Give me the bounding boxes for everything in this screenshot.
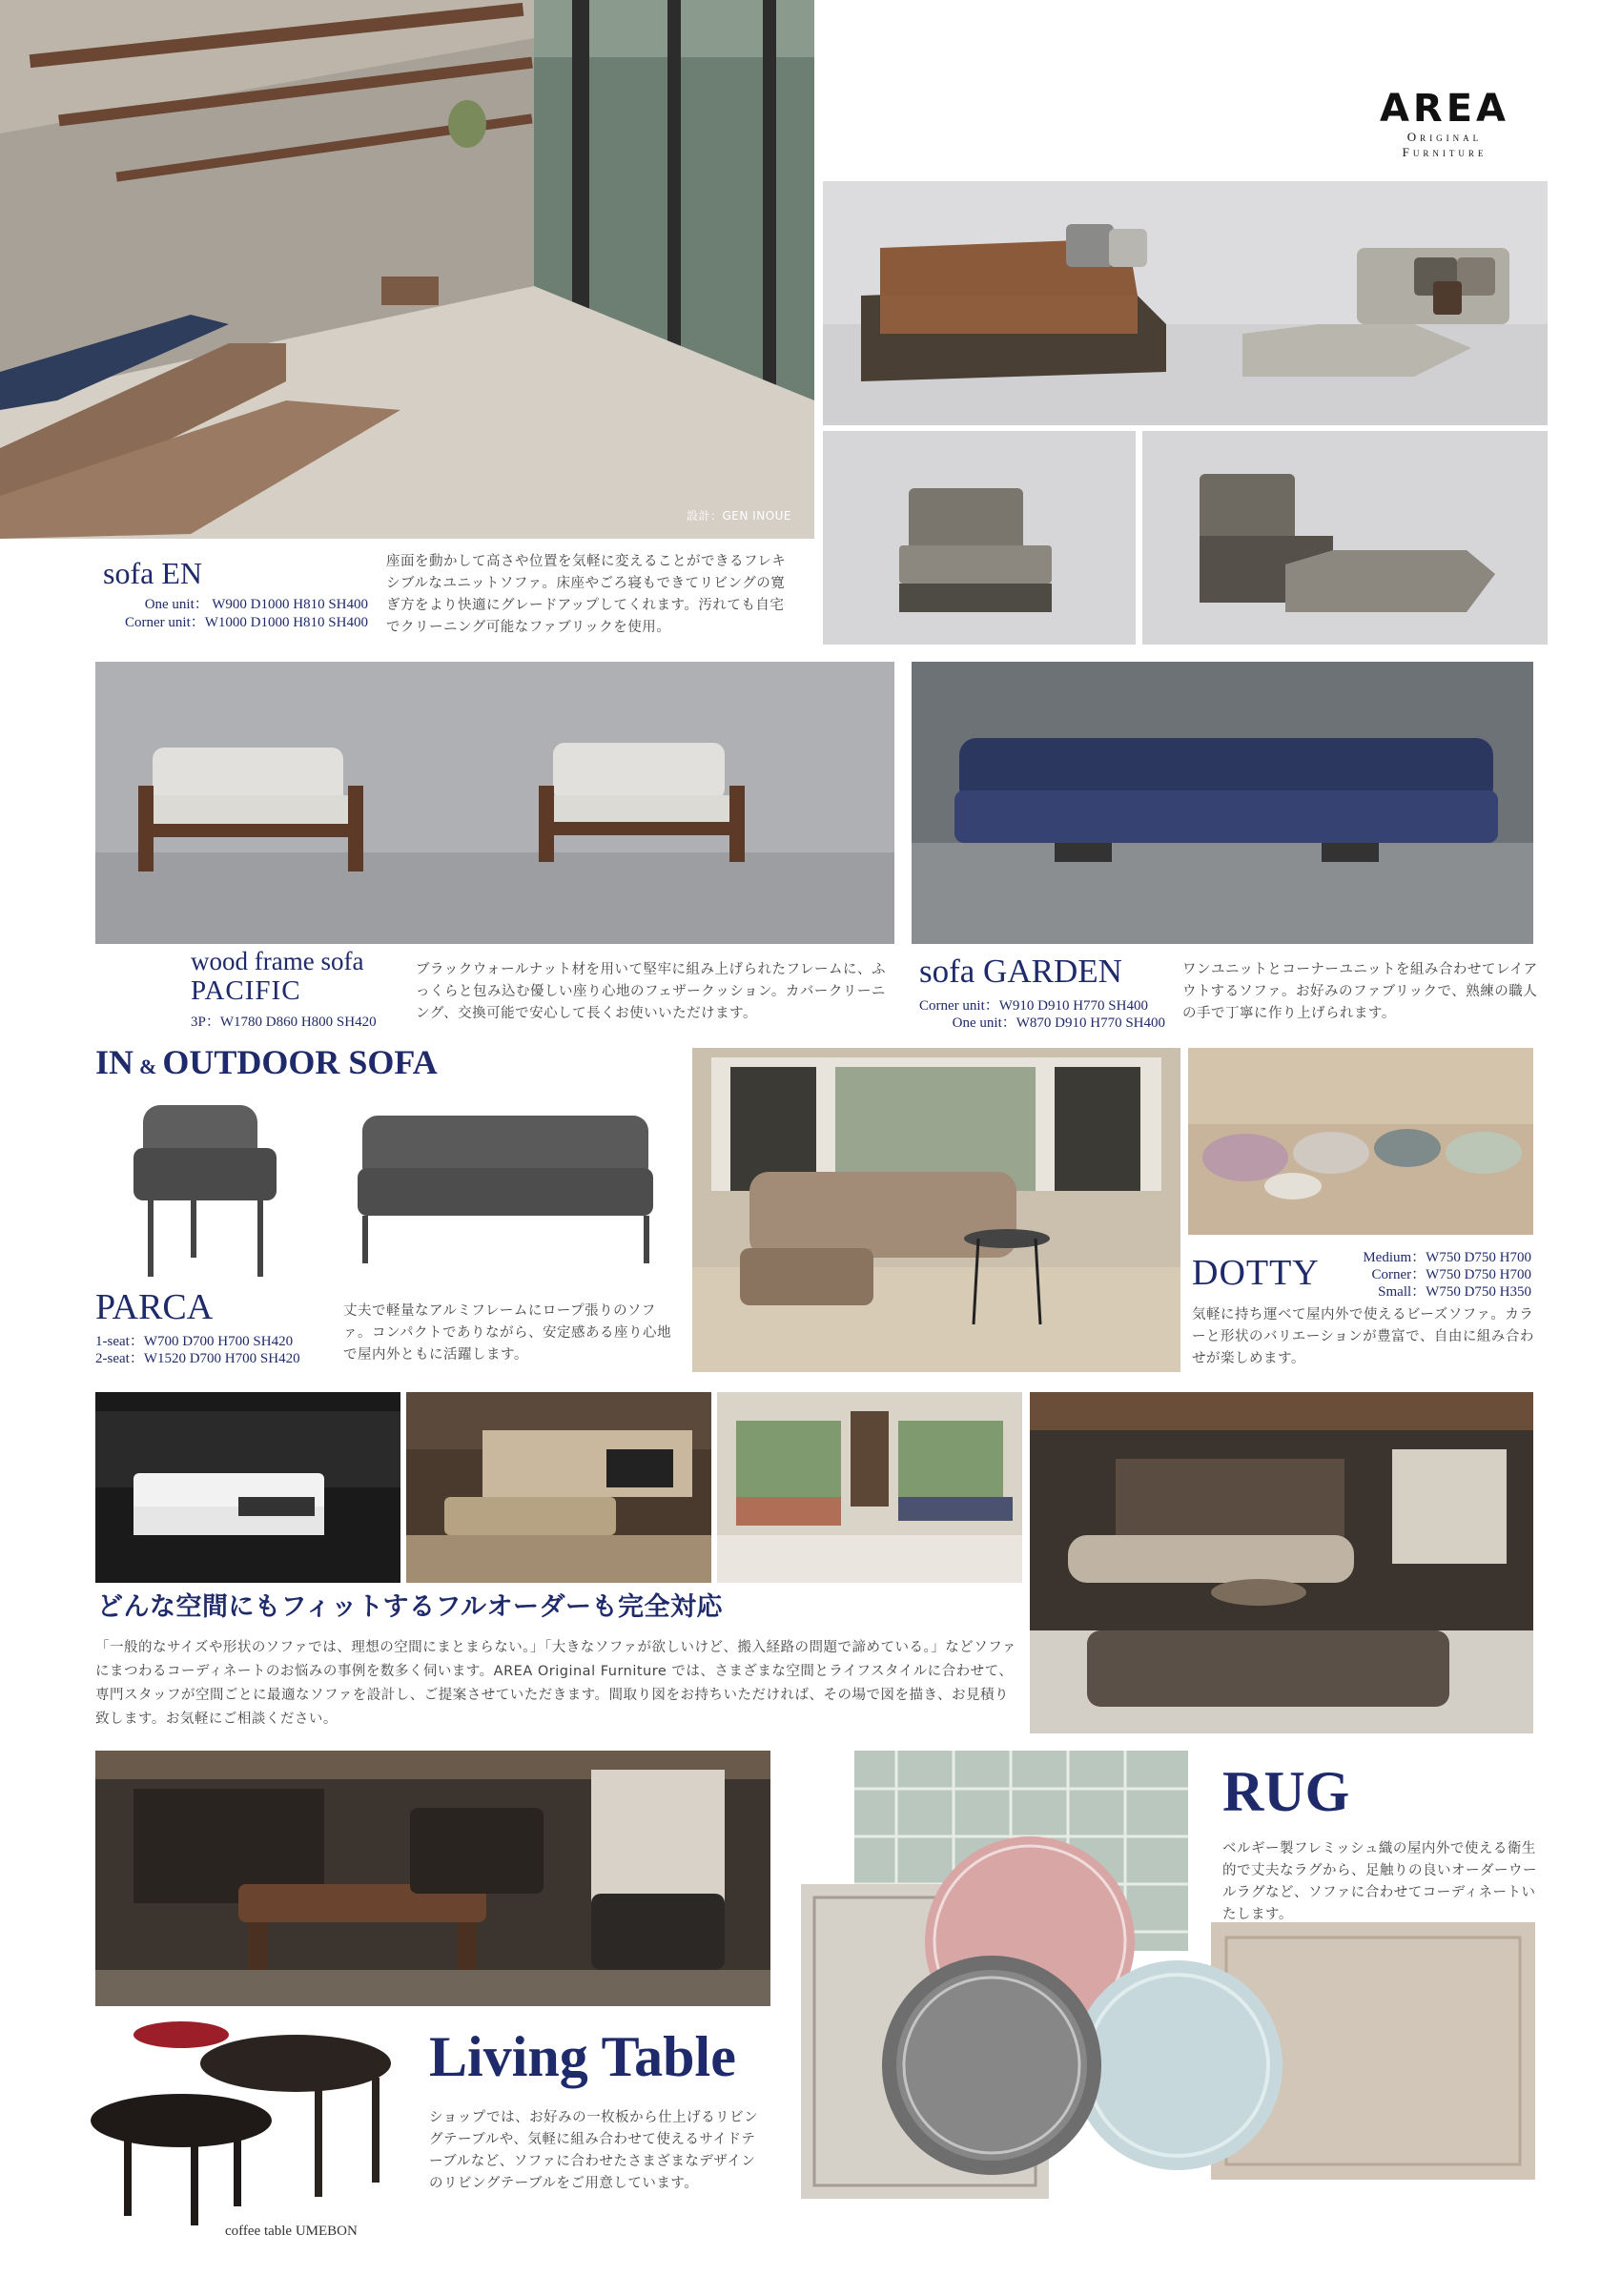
living-table-title: Living Table [429,2025,736,2088]
parca-2-seat-photo [343,1097,667,1268]
outdoor-heading-amp: & [139,1055,157,1078]
garden-spec-one: One unit：W870 D910 H770 SH400 [952,1015,1165,1031]
sofa-en-interior-photo [0,0,814,539]
pacific-spec: 3P：W1780 D860 H800 SH420 [191,1015,377,1030]
fullorder-photo-lounge [1030,1392,1533,1733]
dotty-description: 気軽に持ち運べて屋内外で使えるビーズソファ。カラーと形状のバリエーションが豊富で、自由に組み合わせが楽しめます。 [1192,1307,1534,1366]
sofa-en-description: 座面を動かして高さや位置を気軽に変えることができるフレキシブルなユニットソファ。床座やごろ寝もできてリビングの寛ぎ方をより快適にグレードアップしてくれます。汚れても自宅でクリーニング可能なファブリックを使用。 [386,554,787,635]
brand-name: AREA [1379,87,1510,131]
fullorder-heading: どんな空間にもフィットするフルオーダーも完全対応 [97,1592,723,1622]
sofa-en-studio-photo-main [823,181,1548,425]
sofa-en-spec-corner: Corner unit：W1000 D1000 H810 SH400 [125,615,368,630]
rug-collage-photo [801,1751,1545,2204]
pacific-title-line2: PACIFIC [191,975,301,1006]
outdoor-heading-in: IN [95,1043,134,1081]
dotty-beach-photo [1188,1048,1533,1235]
brand-logo [1354,88,1535,160]
dotty-title: DOTTY [1192,1253,1320,1293]
parca-description: 丈夫で軽量なアルミフレームにロープ張りのソファ。コンパクトでありながら、安定感ある座り心地で屋内外ともに活躍します。 [343,1303,671,1363]
pacific-title-line1: wood frame sofa [191,947,364,975]
dotty-spec-small: Small：W750 D750 H350 [1378,1284,1531,1300]
fullorder-photo-window-room [717,1392,1022,1583]
pacific-description: ブラックウォールナット材を用いて堅牢に組み上げられたフレームに、ふっくらと包み込む優しい座り心地のフェザークッション。カバークリーニング、交換可能で安心して長くお使いいただけます。 [416,962,886,1021]
garden-sofa-photo [912,662,1533,944]
sofa-en-corner-unit-photo [1142,431,1548,645]
fullorder-photo-beige-sofa [406,1392,711,1583]
rug-title: RUG [1222,1760,1350,1823]
living-table-photo [95,1751,770,2006]
fullorder-description: 「一般的なサイズや形状のソファでは、理想の空間にまとまらない。」「大きなソファが欲しいけど、搬入経路の問題で諦めている。」などソファにまつわるコーディネートのお悩みの事例を数多く伺います。AREA Original Furniture では、さまざまな空間とライフスタイルに合わせて、専門スタッフが空間ごとに最適なソファを設計し、ご提案させていただきます。間取り図をお持ちいただければ、その場で図を描き、お見積り致します。お気軽にご相談ください。 [95,1640,1016,1727]
sofa-en-spec-one: One unit： W900 D1000 H810 SH400 [144,597,368,612]
dotty-spec-corner: Corner：W750 D750 H700 [1371,1267,1531,1282]
rug-description: ベルギー製フレミッシュ織の屋内外で使える衛生的で丈夫なラグから、足触りの良いオーダーウールラグなど、ソファに合わせてコーディネートいたします。 [1222,1841,1537,1922]
dotty-interior-photo [692,1048,1180,1372]
parca-spec-1seat: 1-seat：W700 D700 H700 SH420 [95,1334,294,1349]
umebon-caption: coffee table UMEBON [225,2224,358,2239]
umebon-coffee-table-photo [67,2006,410,2235]
garden-description: ワンユニットとコーナーユニットを組み合わせてレイアウトするソファ。お好みのファブリックで、熟練の職人の手で丁寧に作り上げられます。 [1182,962,1538,1021]
pacific-sofa-photo [95,662,894,944]
brand-sub1: Original [1406,130,1483,144]
parca-spec-2seat: 2-seat：W1520 D700 H700 SH420 [95,1351,300,1366]
brand-sub2: Furniture [1402,145,1488,159]
parca-chair-photo [95,1091,324,1281]
outdoor-heading-rest: OUTDOOR SOFA [162,1043,438,1081]
dotty-spec-medium: Medium：W750 D750 H700 [1363,1250,1531,1265]
outdoor-heading [95,1043,438,1086]
photo-credit: 設計：GEN INOUE [687,509,791,523]
fullorder-photo-white-sofa [95,1392,400,1583]
garden-title: sofa GARDEN [919,953,1122,990]
sofa-en-one-unit-photo [823,431,1136,645]
garden-spec-corner: Corner unit：W910 D910 H770 SH400 [919,998,1148,1014]
parca-title: PARCA [95,1287,214,1327]
living-table-description: ショップでは、お好みの一枚板から仕上げるリビングテーブルや、気軽に組み合わせて使えるサイドテーブルなど、ソファに合わせたさまざまなデザインのリビングテーブルをご用意しています。 [429,2110,759,2191]
sofa-en-title: sofa EN [103,556,202,590]
